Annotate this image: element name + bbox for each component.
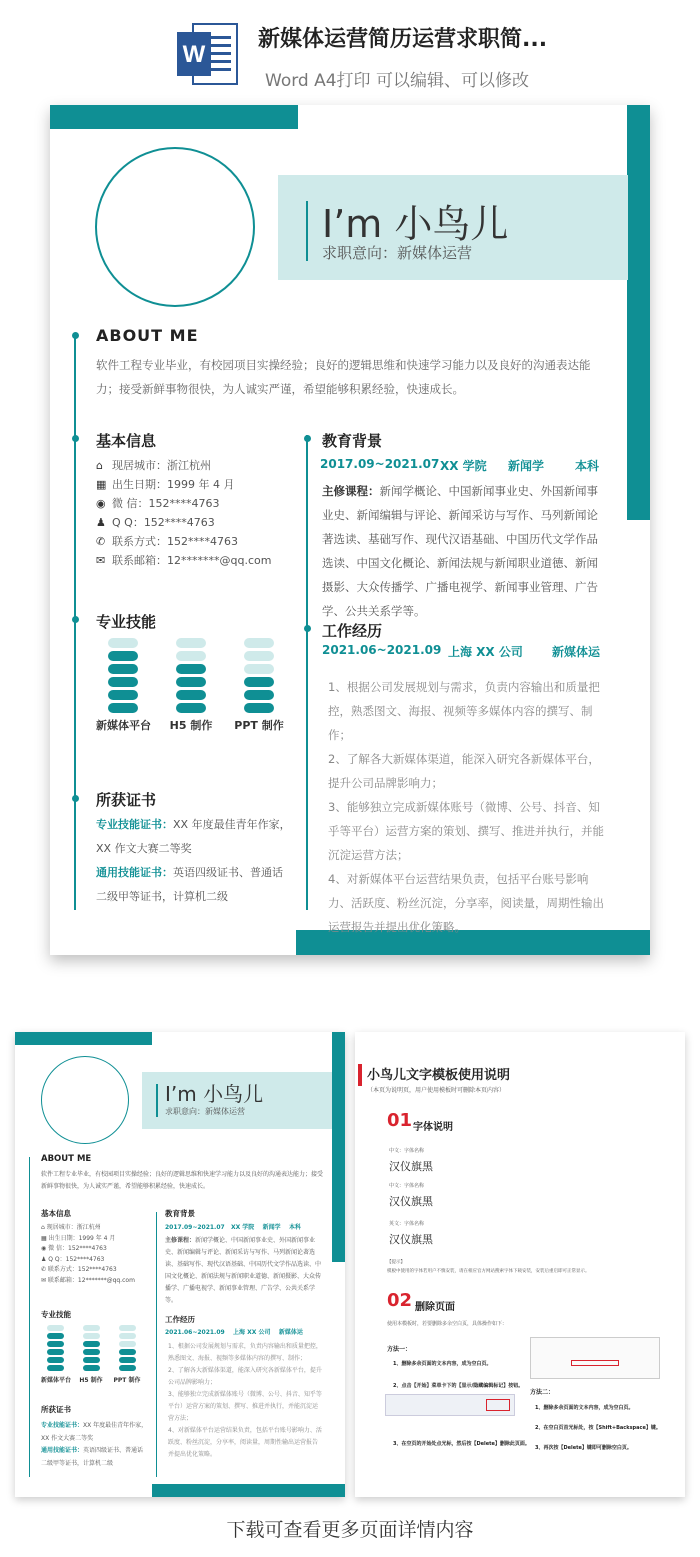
edu-courses: 主修课程：新闻学概论、中国新闻事业史、外国新闻事业史、新闻编辑与评论、新闻采访与写作、马列新闻论著选读、基础写作、现代汉语基础、中国历代文学作品选读、中国文化概论、新闻法规与新闻职业道德、新闻摄影、大众传播学、广播电视学、新闻事业管理、广告学、公共关系学等。 [322, 484, 598, 618]
right-accent-bar [627, 105, 650, 520]
name-divider [306, 201, 308, 261]
info-row-email: ✉ 联系邮箱：12*******@qq.com [96, 554, 272, 567]
skill-level-bar [176, 703, 206, 713]
word-icon [175, 22, 239, 86]
tip-text: 模板中使用的字体若用户不慎安装，请在相应官方网站搜索字体下载安装，安装后重启即可正常显示。 [387, 1269, 590, 1274]
thumb-work-duties: 1、根据公司发展规划与需求，负责内容输出和质量把控，熟悉图文、海报、视频等多媒体内容的撰写、制作； 2、了解各大新媒体渠道，能深入研究各新媒体平台，提升公司品牌影响力； 3、能够独立完成新媒体账号（微博、公号、抖音、知乎等平台）运营方案的策划、撰写、推进并执行，并能沉淀运营方法； 4、对新媒体平台运营结果负责，包括平台账号影响力、活跃度、粉丝沉淀，分享率，阅读量，周期性输出运营报告并提出优化策略。 [168, 1343, 322, 1458]
edu-school: XX 学院 [440, 459, 487, 473]
skill-level-bar [108, 638, 138, 648]
photo-placeholder [95, 147, 255, 307]
skill-level-bar [47, 1349, 64, 1355]
info-row-wechat: ◉ 微 信：152****4763 [96, 497, 220, 510]
skill-name: H5 制作 [169, 719, 213, 732]
basic-info-list [96, 457, 296, 571]
skill-level-bar [47, 1333, 64, 1339]
info-row-qq: ♟ Q Q：152****4763 [96, 516, 215, 529]
section2-title: 删除页面 [415, 1302, 455, 1313]
instructions-thumbnail[interactable] [355, 1032, 685, 1497]
skill-column [77, 1325, 105, 1384]
skill-column [96, 638, 150, 733]
footer-caption: 下载可查看更多页面详情内容 [226, 1519, 474, 1541]
skill-level-bar [47, 1341, 64, 1347]
thumb-cert-item: XX 作文大赛二等奖 [41, 1434, 94, 1442]
skill-name: 新媒体平台 [96, 719, 151, 732]
cert-item-cont: 二级甲等证书，计算机二级 [96, 890, 228, 903]
thumb-name: I’m 小鸟儿 [165, 1082, 264, 1106]
skill-level-bar [244, 664, 274, 674]
resume-thumbnail[interactable] [15, 1032, 345, 1497]
section2-number: 02 [387, 1290, 413, 1311]
font-name: 汉仪旗黑 [389, 1233, 433, 1246]
thumb-certs-list [41, 1420, 156, 1470]
skill-level-bar [83, 1357, 100, 1363]
skill-level-bar [176, 651, 206, 661]
thumb-intent: 求职意向：新媒体运营 [165, 1107, 245, 1116]
skill-level-bar [83, 1325, 100, 1331]
timeline-dot [304, 625, 311, 632]
basic-info-title: 基本信息 [96, 432, 157, 450]
thumb-edu-title: 教育背景 [165, 1209, 195, 1218]
method1-step: 3、在空页的开始处点光标，然后按【Delete】删除此页面。 [393, 1441, 530, 1447]
wechat-icon: ◉ [96, 497, 106, 510]
font-label: 英文：字体名称 [389, 1221, 425, 1227]
skill-level-bar [47, 1365, 64, 1371]
skill-level-bar [119, 1325, 136, 1331]
method2-step: 2、在空白页首光标处，按【Shift+Backspace】键。 [535, 1425, 661, 1431]
skill-level-bar [108, 703, 138, 713]
skill-name: PPT 制作 [234, 719, 284, 732]
job-intent: 求职意向：新媒体运营 [322, 244, 473, 262]
skill-level-bar [83, 1365, 100, 1371]
timeline-dot [72, 435, 79, 442]
thumb-skills-title: 专业技能 [41, 1310, 71, 1319]
thumb-skills-chart [41, 1325, 151, 1395]
cert-item: 通用技能证书：英语四级证书、普通话 [96, 866, 283, 879]
work-duties [328, 675, 608, 939]
section1-title: 字体说明 [413, 1122, 453, 1133]
skill-level-bar [176, 690, 206, 700]
section2-intro: 使用本模板时，若要删除多余空白页，具体操作如下： [387, 1321, 508, 1327]
thumb-cert-item: 二级甲等证书，计算机二级 [41, 1459, 114, 1467]
skill-level-bar [83, 1349, 100, 1355]
highlight-box [486, 1399, 510, 1411]
skill-level-bar [244, 677, 274, 687]
thumb-basic-list: ⌂ 现居城市：浙江杭州 ▦ 出生日期：1999 年 4 月 ◉ 微 信：152****4763 ♟ Q Q：152****4763 ✆ 联系方式：152****4763 ✉ 联系邮箱：12*******@qq.com [41, 1224, 135, 1284]
thumb-cert-item: 专业技能证书：XX 年度最佳青年作家， [41, 1422, 148, 1429]
ribbon-screenshot [385, 1394, 515, 1416]
thumb-top-bar [15, 1032, 152, 1045]
thumb-basic-title: 基本信息 [41, 1209, 71, 1218]
skill-name: PPT 制作 [113, 1377, 141, 1384]
timeline-dot [304, 435, 311, 442]
thumb-bottom-bar [152, 1484, 345, 1497]
skill-name: 新媒体平台 [41, 1377, 72, 1384]
thumb-edu-courses: 主修课程：新闻学概论、中国新闻事业史、外国新闻事业史、新闻编辑与评论、新闻采访与写作、马列新闻论著选读、基础写作、现代汉语基础、中国历代文学作品选读、中国文化概论、新闻法规与新闻职业道德、新闻摄影、大众传播学、广播电视学、新闻事业管理、广告学、公共关系学等。 [165, 1237, 322, 1304]
skill-level-bar [83, 1333, 100, 1339]
calendar-icon: ▦ [96, 478, 107, 491]
thumb-cert-item: 通用技能证书：英语四级证书、普通话 [41, 1447, 144, 1454]
thumb-about-title: ABOUT ME [41, 1154, 92, 1164]
thumb-name-divider [156, 1084, 158, 1117]
instructions-note: （本页为说明页，用户使用模板时可删除本页内容） [367, 1087, 506, 1094]
work-duty: 2、了解各大新媒体渠道，能深入研究各新媒体平台，提升公司品牌影响力； [328, 752, 600, 790]
qq-icon: ♟ [96, 516, 106, 529]
font-label: 中文：字体名称 [389, 1183, 425, 1189]
word-icon-letter: W [182, 41, 206, 68]
edu-major: 新闻学 [508, 459, 545, 473]
thumb-photo [41, 1056, 129, 1144]
method1-step: 2、点击【开始】菜单卡下的【显示/隐藏编辑标记】按钮。 [393, 1383, 524, 1389]
thumb-right-bar [332, 1032, 345, 1262]
skill-column [113, 1325, 141, 1384]
certs-list [96, 813, 291, 909]
skill-level-bar [108, 677, 138, 687]
certs-title: 所获证书 [96, 791, 157, 809]
skill-level-bar [108, 664, 138, 674]
top-accent-bar [50, 105, 298, 129]
skill-level-bar [176, 677, 206, 687]
skills-chart [96, 638, 296, 748]
skill-level-bar [176, 638, 206, 648]
skill-level-bar [244, 651, 274, 661]
timeline-dot [72, 332, 79, 339]
skill-level-bar [244, 638, 274, 648]
thumb-left-timeline [29, 1157, 30, 1477]
thumb-about-text: 软件工程专业毕业，有校园项目实操经验；良好的逻辑思维和快速学习能力以及良好的沟通表达能力；接受新鲜事物很快，为人诚实严谨，希望能够积累经验，快速成长。 [41, 1171, 324, 1190]
info-row-city: ⌂ 现居城市：浙江杭州 [96, 459, 211, 472]
cert-item: 专业技能证书：XX 年度最佳青年作家， [96, 818, 291, 831]
skill-column [164, 638, 218, 733]
thumb-right-timeline [156, 1212, 157, 1477]
font-name: 汉仪旗黑 [389, 1195, 433, 1208]
work-duty: 4、对新媒体平台运营结果负责，包括平台账号影响力、活跃度、粉丝沉淀，分享率，阅读量，周期性输出运营报告并提出优化策略。 [328, 872, 604, 934]
title-accent [358, 1064, 362, 1086]
cert-item-cont: XX 作文大赛二等奖 [96, 842, 192, 855]
skill-level-bar [119, 1341, 136, 1347]
work-date: 2021.06~2021.09 [322, 643, 442, 657]
info-row-birth: ▦ 出生日期：1999 年 4 月 [96, 478, 235, 491]
document-title: 新媒体运营简历运营求职简... [258, 27, 548, 52]
resume-page-preview[interactable] [50, 105, 650, 955]
skill-level-bar [83, 1341, 100, 1347]
work-duty: 3、能够独立完成新媒体账号（微博、公号、抖音、知乎等平台）运营方案的策划、撰写、推进并执行，并能沉淀运营方法； [328, 800, 604, 862]
work-company: 上海 XX 公司 [448, 645, 523, 659]
font-name: 汉仪旗黑 [389, 1160, 433, 1173]
skill-level-bar [244, 703, 274, 713]
skill-level-bar [108, 651, 138, 661]
work-title: 工作经历 [322, 622, 383, 640]
info-row-phone: ✆ 联系方式：152****4763 [96, 535, 238, 548]
edu-date: 2017.09~2021.07 [320, 457, 440, 471]
method1-step: 1、删除多余页面的文本内容，成为空白页。 [393, 1361, 492, 1367]
work-role: 新媒体运 [552, 645, 601, 659]
method1-title: 方法一： [387, 1346, 412, 1353]
document-screenshot [530, 1337, 660, 1379]
skill-level-bar [244, 690, 274, 700]
thumb-work-line: 2021.06~2021.09 上海 XX 公司 新媒体运 [165, 1329, 303, 1336]
tip-label: 【提示】 [387, 1260, 405, 1265]
skill-level-bar [108, 690, 138, 700]
work-duty: 1、根据公司发展规划与需求，负责内容输出和质量把控，熟悉图文、海报、视频等多媒体内容的撰写、制作； [328, 680, 600, 742]
skills-title: 专业技能 [96, 613, 157, 631]
thumb-edu-line: 2017.09~2021.07 XX 学院 新闻学 本科 [165, 1224, 302, 1231]
right-timeline [306, 435, 308, 910]
section1-number: 01 [387, 1110, 413, 1131]
skill-column [232, 638, 286, 733]
skill-level-bar [119, 1365, 136, 1371]
skill-level-bar [119, 1357, 136, 1363]
method2-step: 1、删除多余页面的文本内容，成为空白页。 [535, 1405, 634, 1411]
highlight-box [571, 1360, 619, 1366]
document-subtitle: Word A4打印 可以编辑、可以修改 [265, 71, 529, 91]
mail-icon: ✉ [96, 554, 106, 567]
home-icon: ⌂ [96, 459, 103, 472]
phone-icon: ✆ [96, 535, 106, 548]
edu-degree: 本科 [575, 459, 600, 473]
instructions-title: 小鸟儿文字模板使用说明 [367, 1068, 511, 1083]
timeline-dot [72, 616, 79, 623]
education-title: 教育背景 [322, 432, 383, 450]
resume-name: I’m 小鸟儿 [322, 202, 509, 246]
method2-step: 3、再次按【Delete】键即可删除空白页。 [535, 1445, 632, 1451]
skill-level-bar [119, 1333, 136, 1339]
skill-level-bar [47, 1325, 64, 1331]
about-text: 软件工程专业毕业，有校园项目实操经验；良好的逻辑思维和快速学习能力以及良好的沟通表达能力；接受新鲜事物很快，为人诚实严谨，希望能够积累经验，快速成长。 [96, 358, 591, 396]
about-title: ABOUT ME [96, 326, 199, 345]
skill-level-bar [119, 1349, 136, 1355]
font-label: 中文：字体名称 [389, 1148, 425, 1154]
timeline-dot [72, 795, 79, 802]
method2-title: 方法二： [530, 1389, 555, 1396]
skill-level-bar [47, 1357, 64, 1363]
thumb-work-title: 工作经历 [165, 1315, 195, 1324]
thumb-certs-title: 所获证书 [41, 1405, 71, 1414]
skill-column [41, 1325, 72, 1384]
skill-name: H5 制作 [79, 1377, 103, 1384]
skill-level-bar [176, 664, 206, 674]
